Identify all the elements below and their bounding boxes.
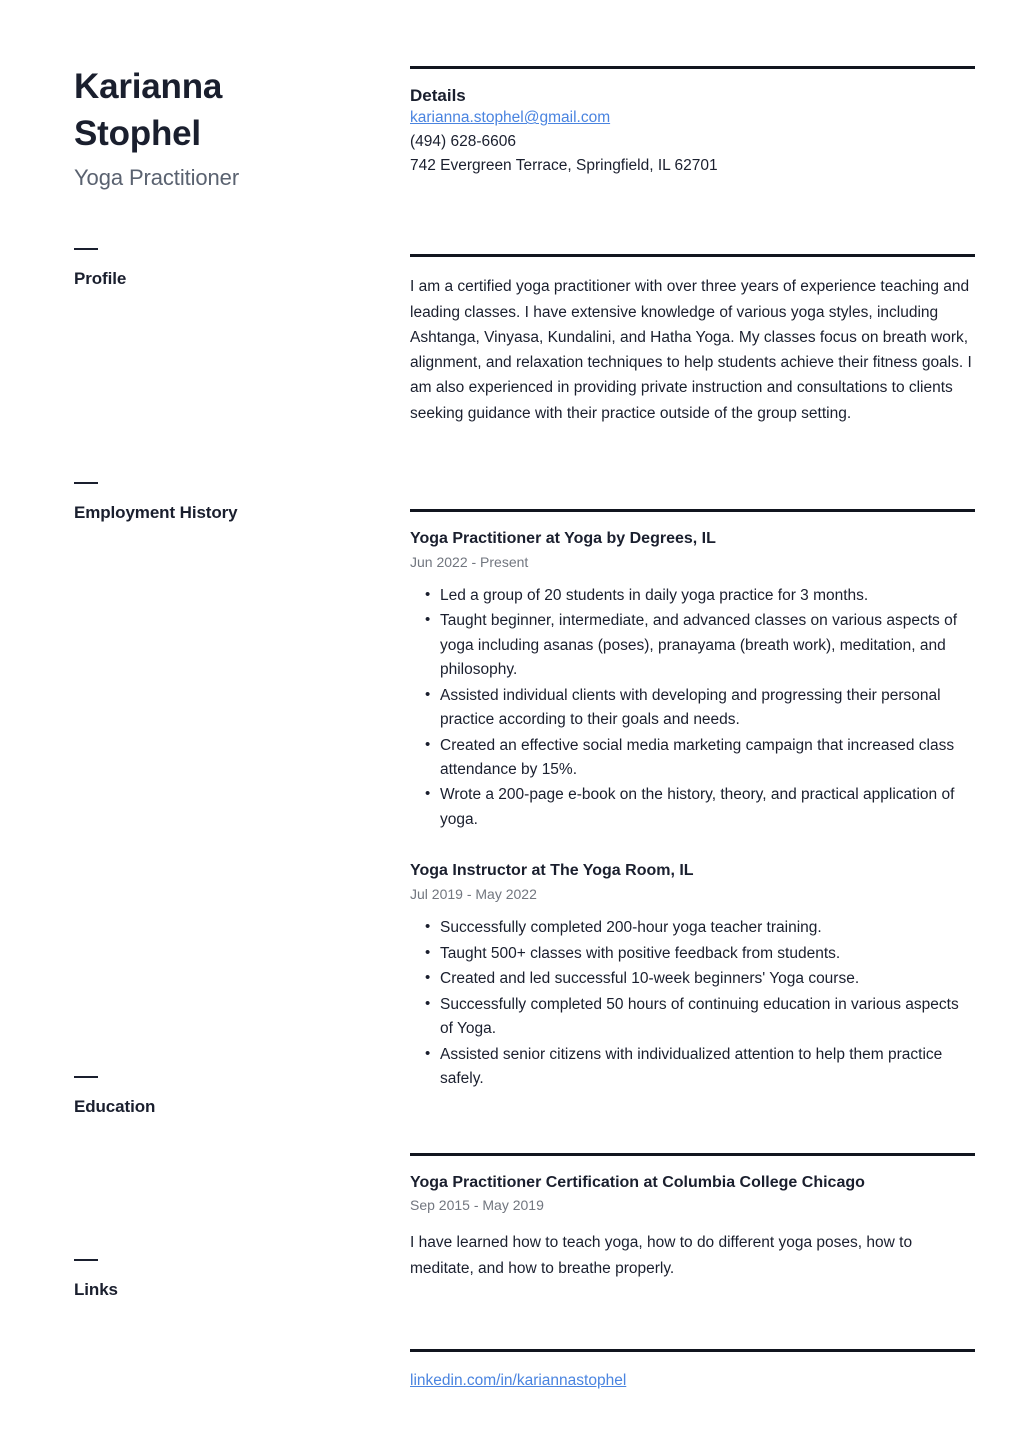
sidebar-label-education: Education xyxy=(74,1097,156,1117)
employment-entry-title: Yoga Instructor at The Yoga Room, IL xyxy=(410,862,694,880)
list-item: • Taught beginner, intermediate, and advanced classes on various aspects of yoga including asanas (poses), pranayama (breath work), meditation, and philosophy. xyxy=(440,609,974,682)
list-item: • Successfully completed 200-hour yoga teacher training. xyxy=(440,916,974,940)
section-dash-icon xyxy=(74,248,98,250)
section-dash-icon xyxy=(74,482,98,484)
details-heading: Details xyxy=(410,86,466,105)
email-link[interactable]: karianna.stophel@gmail.com xyxy=(410,109,611,127)
profile-section xyxy=(410,254,974,426)
sidebar-item-links xyxy=(74,1259,380,1300)
details-address: 742 Evergreen Terrace, Springfield, IL 62701 xyxy=(410,157,718,175)
sidebar-item-education xyxy=(74,1076,380,1117)
section-divider xyxy=(410,1349,975,1352)
resume-content xyxy=(404,58,974,1393)
education-entry-title: Yoga Practitioner Certification at Columbia College Chicago xyxy=(410,1173,865,1191)
details-email-row xyxy=(410,106,974,130)
education-entry-date: Sep 2015 - May 2019 xyxy=(410,1197,544,1214)
section-divider xyxy=(410,1153,975,1156)
resume-sidebar xyxy=(74,58,404,1393)
links-list xyxy=(410,1369,974,1393)
education-entry-description: I have learned how to teach yoga, how to do different yoga poses, how to meditate, and how to breathe properly. xyxy=(410,1234,913,1277)
links-section xyxy=(410,1349,974,1393)
education-entry xyxy=(410,1173,974,1281)
employment-entry-date: Jun 2022 - Present xyxy=(410,553,529,570)
employment-entry-bullets xyxy=(410,584,974,833)
list-item: • Taught 500+ classes with positive feedback from students. xyxy=(440,942,974,966)
employment-entry xyxy=(410,529,974,833)
details-phone: (494) 628-6606 xyxy=(410,133,516,151)
section-divider xyxy=(410,254,975,257)
details-section xyxy=(410,66,974,178)
sidebar-label-profile: Profile xyxy=(74,269,127,289)
section-dash-icon xyxy=(74,1076,98,1078)
education-section xyxy=(410,1153,974,1281)
section-dash-icon xyxy=(74,1259,98,1261)
profile-text: I am a certified yoga practitioner with over three years of experience teaching and leading classes. I have extensive knowledge of various yoga styles, including Ashtanga, Vinyasa, Kundalini, and Hatha Yoga. My classes focus on breath work, alignment, and relaxation techniques to help students achieve their fitness goals. I am also experienced in providing private instruction and consultations to clients seeking guidance with their practice outside of the group setting. xyxy=(410,278,972,422)
linkedin-link[interactable]: linkedin.com/in/kariannastophel xyxy=(410,1371,627,1389)
list-item: • Led a group of 20 students in daily yoga practice for 3 months. xyxy=(440,584,974,608)
sidebar-item-profile xyxy=(74,248,380,289)
employment-entry-date: Jul 2019 - May 2022 xyxy=(410,886,537,903)
list-item: • Created an effective social media marketing campaign that increased class attendance by 15%. xyxy=(440,734,974,783)
list-item: • Wrote a 200-page e-book on the history, theory, and practical application of yoga. xyxy=(440,783,974,832)
sidebar-item-employment-history xyxy=(74,482,380,523)
employment-entry-bullets xyxy=(410,916,974,1091)
candidate-name-block xyxy=(74,64,380,192)
list-item: • Assisted senior citizens with individualized attention to help them practice safely. xyxy=(440,1043,974,1092)
employment-entry-title: Yoga Practitioner at Yoga by Degrees, IL xyxy=(410,529,716,547)
candidate-first-name: Karianna xyxy=(74,67,223,106)
employment-entry xyxy=(410,861,974,1091)
sidebar-label-links: Links xyxy=(74,1279,118,1299)
section-divider xyxy=(410,509,975,512)
list-item: • Successfully completed 50 hours of continuing education in various aspects of Yoga. xyxy=(440,993,974,1042)
list-item: • Assisted individual clients with developing and progressing their personal practice according to their goals and needs. xyxy=(440,684,974,733)
candidate-job-title: Yoga Practitioner xyxy=(74,164,240,190)
sidebar-label-employment-history: Employment History xyxy=(74,502,238,522)
list-item: • Created and led successful 10-week beginners' Yoga course. xyxy=(440,967,974,991)
section-divider xyxy=(410,66,975,69)
candidate-last-name: Stophel xyxy=(74,113,201,153)
employment-history-section xyxy=(410,509,974,1092)
